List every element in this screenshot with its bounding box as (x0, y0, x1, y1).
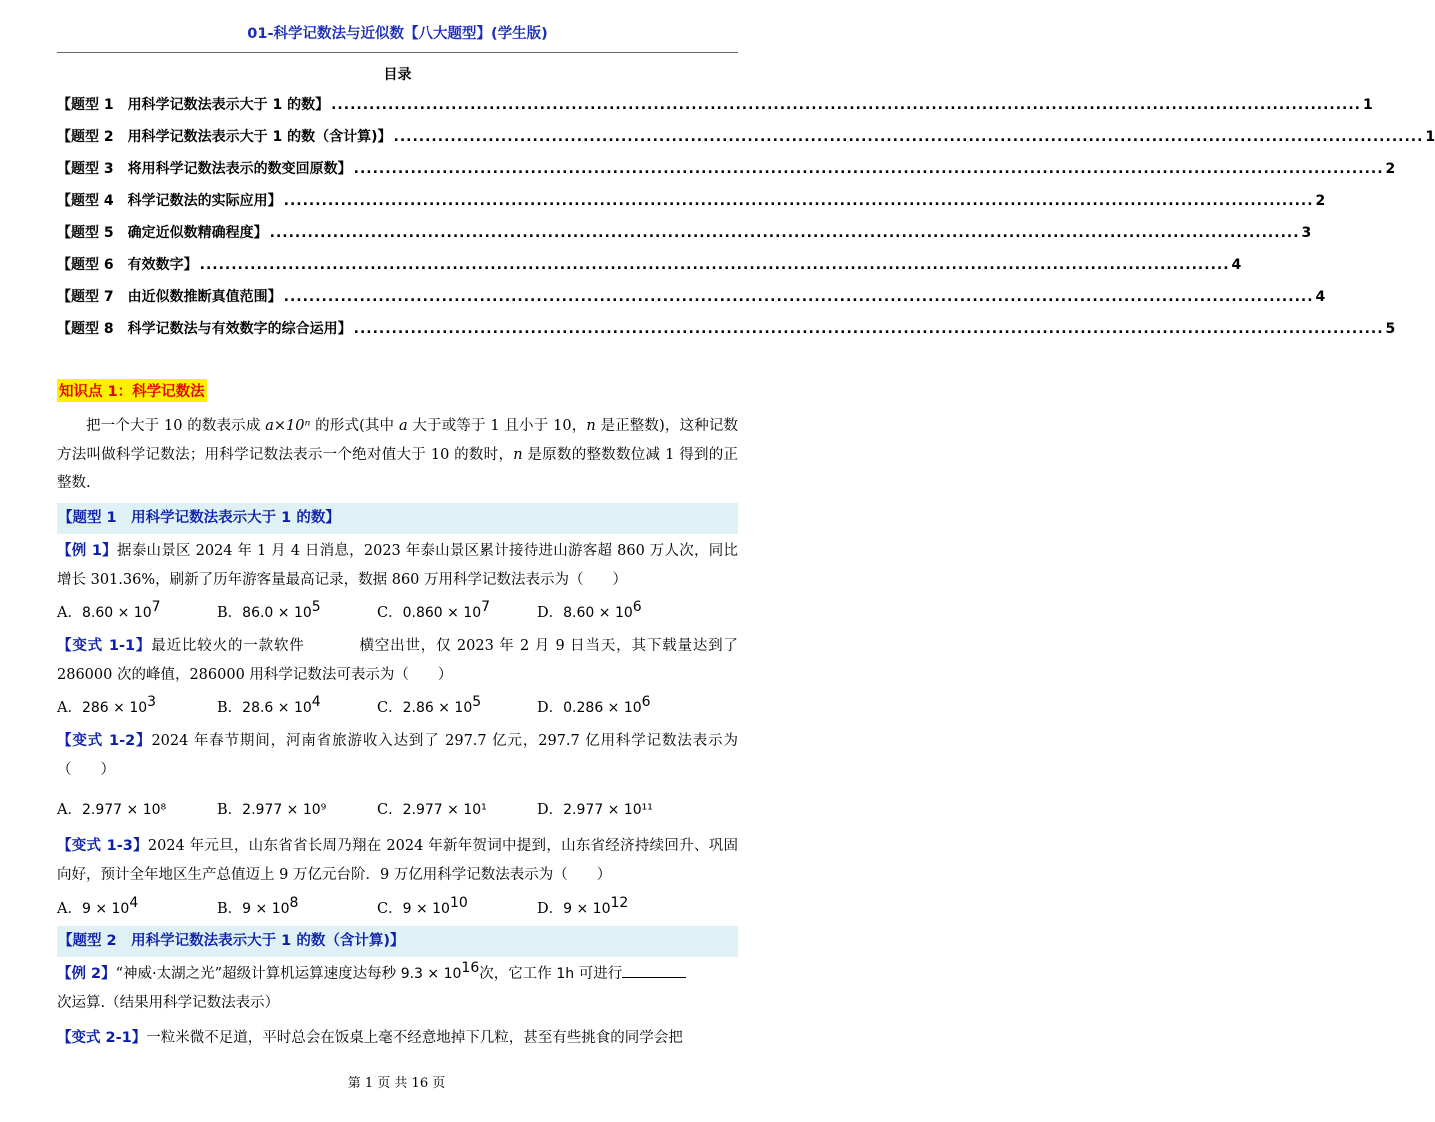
knowledge-point-heading: 知识点 1：科学记数法 (57, 379, 207, 402)
variant-2-1-question: 【变式 2-1】一粒米微不足道，平时总会在饭桌上毫不经意地掉下几粒，甚至有些挑食的同学会把 (57, 1030, 683, 1046)
header-divider (57, 52, 738, 53)
toc-item-3[interactable]: 【题型 3 将用科学记数法表示的数变回原数】 ................................................................................................................................................................... 2 (57, 161, 1396, 177)
option-d[interactable]: D．2.977 × 10¹¹ (537, 802, 653, 818)
option-c[interactable]: C．$2.86 \times 10^5$ (377, 694, 482, 716)
leader-dots: ................................................................................................................................................................... (353, 321, 1384, 337)
leader-dots: ................................................................................................................................................................... (393, 129, 1424, 145)
variant-tag: 【变式 2-1】 (57, 1030, 147, 1046)
section-band-type-2: 【题型 2 用科学记数法表示大于 1 的数（含计算)】 (57, 926, 738, 957)
option-b[interactable]: B．2.977 × 10⁹ (217, 802, 327, 818)
example-tag: 【例 2】 (57, 966, 116, 982)
leader-dots: ................................................................................................................................................................... (269, 225, 1300, 241)
knowledge-paragraph: 把一个大于 10 的数表示成 a×10ⁿ 的形式(其中 a 大于或等于 1 且小于 10，n 是正整数)，这种记数方法叫做科学记数法；用科学记数法表示一个绝对值大于 10 的数时，n 是原数的整数数位减 1 得到的正整数. (57, 418, 739, 491)
table-of-contents (57, 94, 1435, 350)
option-a[interactable]: A．$8.60 \times 10^7$ (57, 599, 161, 621)
example-2-question: 【例 2】“神威·太湖之光”超级计算机运算速度达每秒 $9.3 \times 10^{16}$次，它工作 1h 可进行 次运算.（结果用科学记数法表示） (57, 960, 738, 1018)
toc-item-1[interactable]: 【题型 1 用科学记数法表示大于 1 的数】 ................................................................................................................................................................... 1 (57, 97, 1373, 113)
leader-dots: ................................................................................................................................................................... (283, 289, 1314, 305)
option-d[interactable]: D．$9 \times 10^{12}$ (537, 895, 629, 917)
option-b[interactable]: B．$86.0 \times 10^5$ (217, 599, 321, 621)
option-d[interactable]: D．$0.286 \times 10^6$ (537, 694, 651, 716)
answer-blank[interactable] (622, 965, 686, 978)
option-a[interactable]: A．$286 \times 10^3$ (57, 694, 157, 716)
variant-1-3-options (57, 897, 738, 923)
variant-1-2-question: 【变式 1-2】2024 年春节期间，河南省旅游收入达到了 297.7 亿元，297.7 亿用科学记数法表示为（ ） (57, 733, 738, 778)
example-1-options (57, 601, 738, 627)
option-a[interactable]: A．$9 \times 10^4$ (57, 895, 139, 917)
leader-dots: ................................................................................................................................................................... (331, 97, 1362, 113)
example-1-question: 【例 1】据泰山景区 2024 年 1 月 4 日消息，2023 年泰山景区累计接待进山游客超 860 万人次，同比增长 301.36%，刷新了历年游客量最高记录，数据 860 万用科学记数法表示为（ ） (57, 543, 738, 588)
toc-item-8[interactable]: 【题型 8 科学记数法与有效数字的综合运用】 ................................................................................................................................................................... 5 (57, 321, 1396, 337)
example-tag: 【例 1】 (57, 543, 117, 559)
toc-item-7[interactable]: 【题型 7 由近似数推断真值范围】 ................................................................................................................................................................... 4 (57, 289, 1326, 305)
toc-item-5[interactable]: 【题型 5 确定近似数精确程度】 ................................................................................................................................................................... 3 (57, 225, 1312, 241)
section-band-type-1: 【题型 1 用科学记数法表示大于 1 的数】 (57, 503, 738, 534)
variant-1-1-options (57, 696, 738, 722)
page-footer: 第 1 页 共 16 页 (347, 1076, 446, 1091)
option-a[interactable]: A．2.977 × 10⁸ (57, 802, 167, 818)
leader-dots: ................................................................................................................................................................... (283, 193, 1314, 209)
option-b[interactable]: B．$9 \times 10^8$ (217, 895, 299, 917)
variant-1-1-question: 【变式 1-1】最近比较火的一款软件 横空出世，仅 2023 年 2 月 9 日当天，其下载量达到了 286000 次的峰值，286000 用科学记数法可表示为（ ） (57, 638, 739, 683)
option-b[interactable]: B．$28.6 \times 10^4$ (217, 694, 321, 716)
variant-1-3-question: 【变式 1-3】2024 年元旦，山东省省长周乃翔在 2024 年新年贺词中提到，山东省经济持续回升、巩固向好，预计全年地区生产总值迈上 9 万亿元台阶．9 万亿用科学记数法表示为（ ） (57, 838, 738, 883)
variant-tag: 【变式 1-3】 (57, 838, 148, 854)
toc-heading: 目录 (383, 67, 412, 83)
leader-dots: ................................................................................................................................................................... (353, 161, 1384, 177)
leader-dots: ................................................................................................................................................................... (199, 257, 1230, 273)
variant-tag: 【变式 1-1】 (57, 638, 152, 654)
variant-1-2-options (57, 798, 738, 824)
document-title: 01-科学记数法与近似数【八大题型】(学生版) (247, 26, 548, 42)
toc-item-2[interactable]: 【题型 2 用科学记数法表示大于 1 的数（含计算)】 ................................................................................................................................................................... 1 (57, 129, 1435, 145)
option-c[interactable]: C．$9 \times 10^{10}$ (377, 895, 468, 917)
option-d[interactable]: D．$8.60 \times 10^6$ (537, 599, 642, 621)
option-c[interactable]: C．2.977 × 10¹ (377, 802, 487, 818)
variant-tag: 【变式 1-2】 (57, 733, 152, 749)
toc-item-4[interactable]: 【题型 4 科学记数法的实际应用】 ................................................................................................................................................................... 2 (57, 193, 1326, 209)
toc-item-6[interactable]: 【题型 6 有效数字】 ................................................................................................................................................................... 4 (57, 257, 1242, 273)
option-c[interactable]: C．$0.860 \times 10^7$ (377, 599, 491, 621)
